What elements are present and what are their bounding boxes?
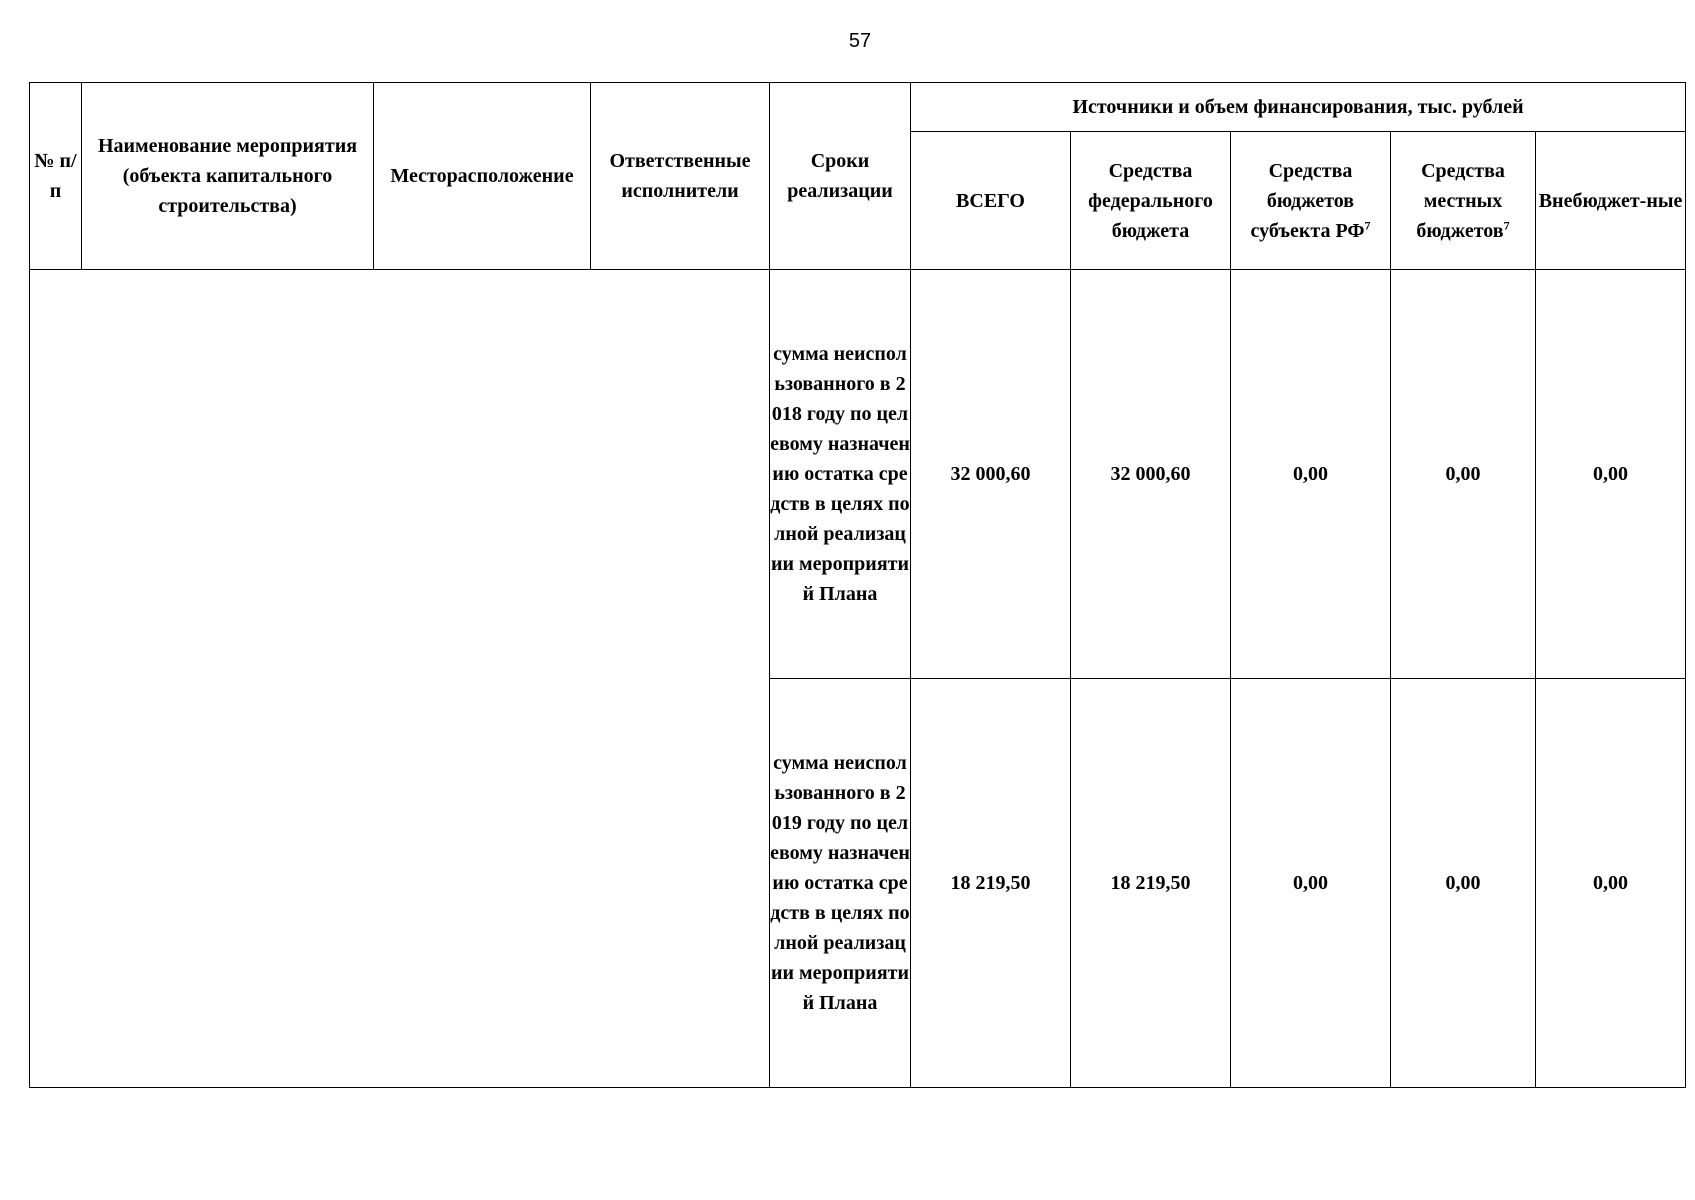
merged-empty-cell (30, 270, 770, 1088)
header-location: Месторасположение (374, 83, 591, 270)
header-sources: Источники и объем финансирования, тыс. рублей (911, 83, 1686, 132)
federal-cell: 32 000,60 (1071, 270, 1231, 679)
total-cell: 32 000,60 (911, 270, 1071, 679)
financing-table (29, 82, 1686, 1088)
federal-cell: 18 219,50 (1071, 679, 1231, 1088)
subheader-extra: Внебюджет-ные (1536, 132, 1686, 270)
subheader-local-footnote: 7 (1503, 217, 1510, 232)
term-cell: сумма неиспользованного в 2019 году по целевому назначению остатка средств в целях полной реализации мероприятий Плана (770, 679, 911, 1088)
table-row (30, 270, 1686, 679)
subheader-subject-footnote: 7 (1364, 217, 1371, 232)
subject-cell: 0,00 (1231, 270, 1391, 679)
header-number: № п/п (30, 83, 82, 270)
local-cell: 0,00 (1391, 270, 1536, 679)
subheader-subject-label: Средства бюджетов субъекта РФ (1250, 159, 1365, 242)
subheader-local-label: Средства местных бюджетов (1416, 159, 1505, 242)
subject-cell: 0,00 (1231, 679, 1391, 1088)
header-terms: Сроки реализации (770, 83, 911, 270)
header-responsible: Ответственные исполнители (591, 83, 770, 270)
total-cell: 18 219,50 (911, 679, 1071, 1088)
subheader-subject (1231, 132, 1391, 270)
subheader-federal: Средства федерального бюджета (1071, 132, 1231, 270)
subheader-local (1391, 132, 1536, 270)
subheader-total: ВСЕГО (911, 132, 1071, 270)
extra-cell: 0,00 (1536, 679, 1686, 1088)
header-name: Наименование мероприятия (объекта капитального строительства) (82, 83, 374, 270)
header-row (30, 83, 1686, 132)
extra-cell: 0,00 (1536, 270, 1686, 679)
term-cell: сумма неиспользованного в 2018 году по целевому назначению остатка средств в целях полной реализации мероприятий Плана (770, 270, 911, 679)
local-cell: 0,00 (1391, 679, 1536, 1088)
page-number: 57 (848, 30, 872, 52)
